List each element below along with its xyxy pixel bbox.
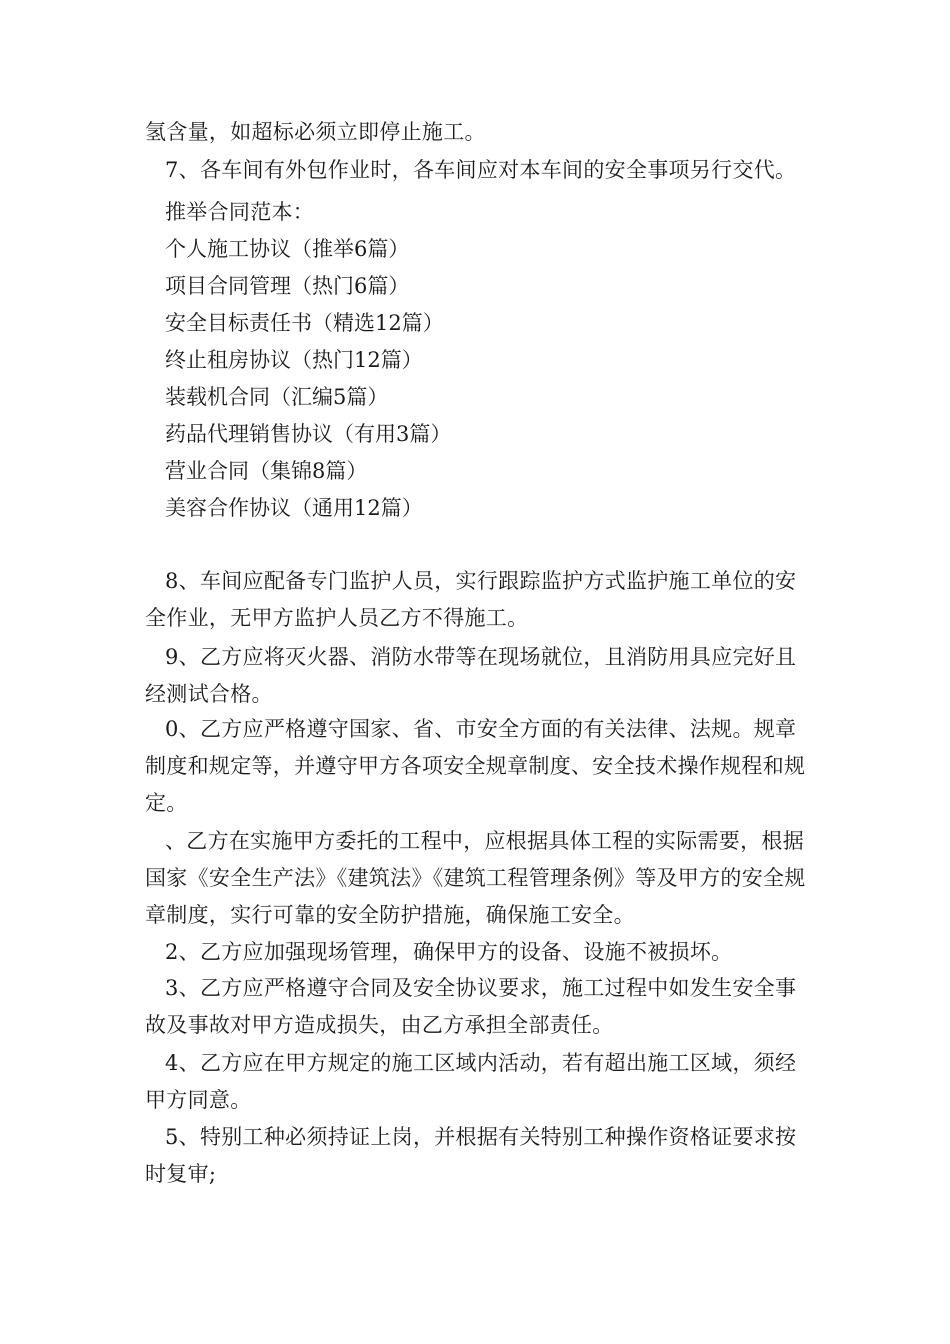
paragraph-item-12: 2、乙方应加强现场管理，确保甲方的设备、设施不被损坏。 (165, 940, 733, 964)
paragraph-hydrogen-content: 氢含量，如超标必须立即停止施工。 (145, 120, 486, 144)
recommend-link-safety-target[interactable]: 安全目标责任书（精选12篇） (165, 311, 444, 335)
paragraph-item-13: 3、乙方应严格遵守合同及安全协议要求，施工过程中如发生安全事故及事故对甲方造成损失，由乙方承担全部责任。 (145, 976, 797, 1037)
recommend-link-drug-agency[interactable]: 药品代理销售协议（有用3篇） (165, 422, 452, 446)
paragraph-item-11: 、乙方在实施甲方委托的工程中，应根据具体工程的实际需要，根据国家《安全生产法》《建筑法》《建筑工程管理条例》等及甲方的安全规章制度，实行可靠的安全防护措施，确保施工安全。 (145, 829, 806, 927)
recommend-link-loader-contract[interactable]: 装载机合同（汇编5篇） (165, 385, 389, 409)
recommend-list (165, 231, 451, 527)
paragraph-item-9: 9、乙方应将灭火器、消防水带等在现场就位，且消防用具应完好且经测试合格。 (145, 645, 797, 706)
paragraph-item-10: 0、乙方应严格遵守国家、省、市安全方面的有关法律、法规。规章制度和规定等，并遵守甲方各项安全规章制度、安全技术操作规程和规定。 (145, 717, 806, 815)
recommend-link-personal-construction[interactable]: 个人施工协议（推举6篇） (165, 237, 410, 261)
recommend-link-beauty-cooperation[interactable]: 美容合作协议（通用12篇） (165, 496, 423, 520)
recommend-link-project-contract[interactable]: 项目合同管理（热门6篇） (165, 274, 410, 298)
paragraph-item-8: 8、车间应配备专门监护人员，实行跟踪监护方式监护施工单位的安全作业，无甲方监护人员乙方不得施工。 (145, 569, 797, 630)
recommend-title: 推举合同范本： (165, 200, 315, 224)
paragraph-item-15: 5、特别工种必须持证上岗，并根据有关特别工种操作资格证要求按时复审; (145, 1125, 797, 1186)
recommend-link-business-contract[interactable]: 营业合同（集锦8篇） (165, 459, 368, 483)
paragraph-item-7: 7、各车间有外包作业时，各车间应对本车间的安全事项另行交代。 (165, 158, 797, 182)
recommend-link-terminate-lease[interactable]: 终止租房协议（热门12篇） (165, 348, 423, 372)
paragraph-item-14: 4、乙方应在甲方规定的施工区域内活动，若有超出施工区域，须经甲方同意。 (145, 1051, 797, 1112)
